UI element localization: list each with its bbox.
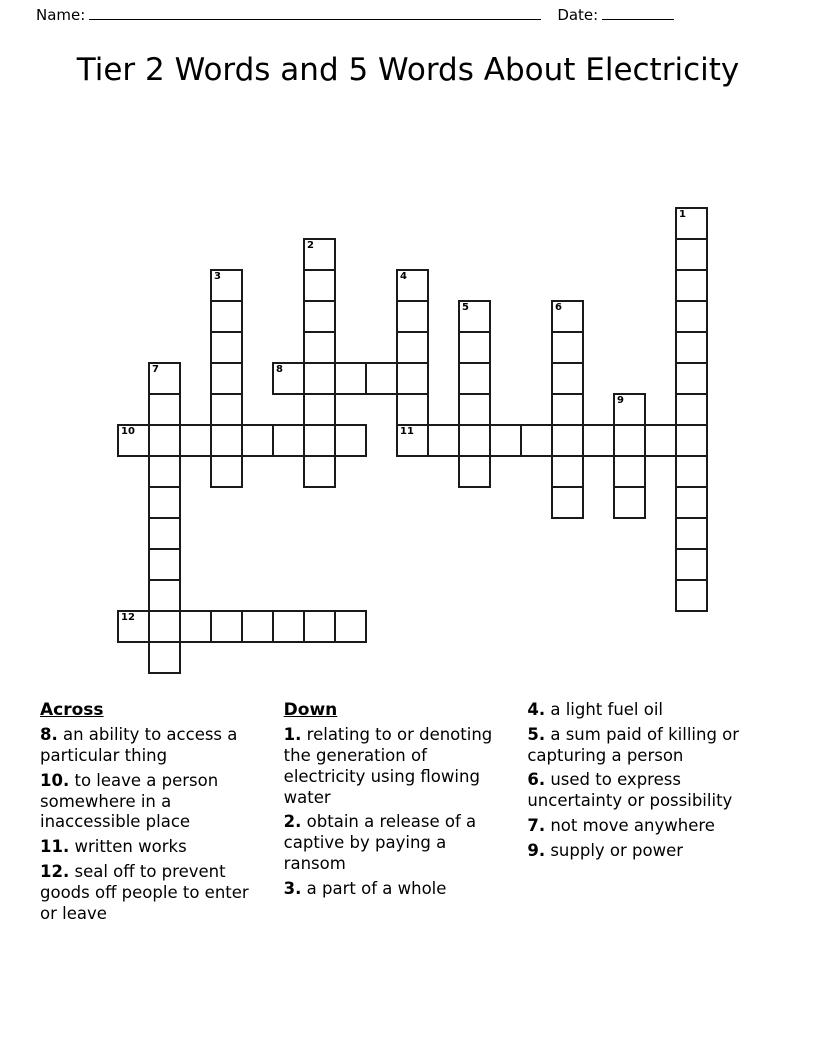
- crossword-cell[interactable]: [613, 455, 646, 488]
- crossword-cell[interactable]: [117, 610, 150, 643]
- crossword-cell[interactable]: [551, 455, 584, 488]
- clue-text: a light fuel oil: [545, 700, 664, 719]
- clue-text: obtain a release of a captive by paying a ransom: [283, 812, 477, 873]
- cell-number: 9: [617, 395, 624, 407]
- crossword-cell[interactable]: [551, 300, 584, 333]
- crossword-cell[interactable]: [303, 238, 336, 271]
- crossword-cell[interactable]: [303, 610, 336, 643]
- date-input-line[interactable]: [602, 6, 674, 20]
- crossword-cell[interactable]: [148, 486, 181, 519]
- crossword-cell[interactable]: [272, 362, 305, 395]
- crossword-cell[interactable]: [179, 424, 212, 457]
- crossword-cell[interactable]: [210, 610, 243, 643]
- across-clue-item: [40, 771, 270, 833]
- crossword-cell[interactable]: [551, 331, 584, 364]
- down-clue-item: [527, 841, 762, 862]
- crossword-cell[interactable]: [210, 455, 243, 488]
- across-clue-list: [40, 725, 270, 924]
- crossword-cell[interactable]: [551, 424, 584, 457]
- crossword-cell[interactable]: [675, 331, 708, 364]
- clue-number: 5.: [527, 724, 546, 744]
- crossword-cell[interactable]: [644, 424, 677, 457]
- crossword-cell[interactable]: [675, 455, 708, 488]
- crossword-cell[interactable]: [489, 424, 522, 457]
- crossword-cell[interactable]: [365, 362, 398, 395]
- clue-text: to leave a person somewhere in a inaccessible place: [40, 770, 219, 832]
- crossword-cell[interactable]: [613, 393, 646, 426]
- down-clue-list-a: [284, 725, 514, 899]
- name-input-line[interactable]: [89, 6, 541, 20]
- crossword-cell[interactable]: [148, 641, 181, 674]
- clue-text: a sum paid of killing or capturing a person: [527, 724, 740, 765]
- crossword-cell[interactable]: [148, 393, 181, 426]
- cell-number: 5: [462, 302, 469, 314]
- across-heading: Across: [40, 700, 104, 720]
- clue-text: used to express uncertainty or possibility: [527, 770, 733, 811]
- crossword-cell[interactable]: [303, 300, 336, 333]
- across-clue-item: [40, 837, 270, 858]
- crossword-cell[interactable]: [241, 610, 274, 643]
- crossword-cell[interactable]: [675, 486, 708, 519]
- cell-number: 12: [121, 612, 135, 624]
- crossword-cell[interactable]: [396, 300, 429, 333]
- crossword-cell[interactable]: [210, 300, 243, 333]
- crossword-cell[interactable]: [210, 331, 243, 364]
- crossword-cell[interactable]: [675, 517, 708, 550]
- clue-number: 10.: [40, 770, 70, 790]
- down-clue-list-b: [527, 700, 762, 861]
- clues-down-column-b: [527, 700, 776, 928]
- crossword-cell[interactable]: [396, 269, 429, 302]
- crossword-cell[interactable]: [675, 269, 708, 302]
- clue-number: 6.: [527, 770, 546, 790]
- crossword-cell[interactable]: [117, 424, 150, 457]
- crossword-cell[interactable]: [148, 517, 181, 550]
- crossword-cell[interactable]: [458, 331, 491, 364]
- crossword-cell[interactable]: [551, 486, 584, 519]
- down-heading: Down: [283, 700, 338, 720]
- date-label: Date:: [557, 6, 599, 24]
- crossword-cell[interactable]: [427, 424, 460, 457]
- down-clue-item: [284, 879, 514, 900]
- clue-text: supply or power: [545, 840, 684, 860]
- crossword-cell[interactable]: [458, 362, 491, 395]
- page-title: Tier 2 Words and 5 Words About Electricity: [76, 52, 740, 88]
- crossword-cell[interactable]: [613, 486, 646, 519]
- name-label: Name:: [36, 6, 86, 24]
- crossword-cell[interactable]: [148, 610, 181, 643]
- cell-number: 8: [276, 364, 283, 376]
- clue-number: 8.: [40, 725, 58, 745]
- crossword-cell[interactable]: [582, 424, 615, 457]
- crossword-cell[interactable]: [675, 424, 708, 457]
- crossword-cell[interactable]: [458, 455, 491, 488]
- crossword-cell[interactable]: [303, 455, 336, 488]
- cell-number: 4: [400, 271, 407, 283]
- clue-number: 2.: [283, 812, 302, 832]
- crossword-cell[interactable]: [334, 424, 367, 457]
- crossword-cell[interactable]: [613, 424, 646, 457]
- crossword-cell[interactable]: [148, 579, 181, 612]
- cell-number: 11: [400, 426, 414, 438]
- crossword-cell[interactable]: [675, 579, 708, 612]
- crossword-cell[interactable]: [272, 424, 305, 457]
- crossword-cell[interactable]: [148, 548, 181, 581]
- clue-number: 7.: [527, 815, 546, 835]
- down-clue-item: [284, 725, 514, 808]
- clues-section: [0, 700, 816, 928]
- crossword-cell[interactable]: [303, 393, 336, 426]
- crossword-cell[interactable]: [303, 424, 336, 457]
- crossword-cell[interactable]: [675, 300, 708, 333]
- clue-text: not move anywhere: [545, 815, 715, 835]
- down-clue-item: [527, 770, 762, 812]
- clue-text: a part of a whole: [301, 878, 447, 898]
- clues-down-column-a: [284, 700, 528, 928]
- clue-text: seal off to prevent goods off people to enter or leave: [40, 861, 249, 923]
- crossword-cell[interactable]: [458, 300, 491, 333]
- crossword-cell[interactable]: [210, 424, 243, 457]
- across-clue-item: [40, 725, 270, 767]
- crossword-cell[interactable]: [210, 269, 243, 302]
- clue-number: 4.: [527, 700, 546, 719]
- crossword-cell[interactable]: [148, 362, 181, 395]
- crossword-cell[interactable]: [303, 362, 336, 395]
- crossword-cell[interactable]: [179, 610, 212, 643]
- crossword-cell[interactable]: [520, 424, 553, 457]
- crossword-cell[interactable]: [334, 362, 367, 395]
- crossword-grid-wrapper: [0, 99, 816, 624]
- down-clue-item: [527, 725, 762, 767]
- crossword-cell[interactable]: [210, 393, 243, 426]
- crossword-cell[interactable]: [210, 362, 243, 395]
- crossword-cell[interactable]: [396, 424, 429, 457]
- cell-number: 7: [152, 364, 159, 376]
- cell-number: 2: [307, 240, 314, 252]
- clue-number: 11.: [40, 837, 70, 857]
- crossword-cell[interactable]: [675, 393, 708, 426]
- clue-number: 12.: [40, 861, 70, 881]
- crossword-cell[interactable]: [303, 269, 336, 302]
- cell-number: 3: [214, 271, 221, 283]
- clue-number: 1.: [283, 725, 302, 745]
- crossword-cell[interactable]: [675, 548, 708, 581]
- crossword-cell[interactable]: [334, 610, 367, 643]
- crossword-cell[interactable]: [241, 424, 274, 457]
- crossword-cell[interactable]: [675, 238, 708, 271]
- crossword-cell[interactable]: [303, 331, 336, 364]
- clue-number: 9.: [527, 840, 546, 860]
- crossword-cell[interactable]: [148, 424, 181, 457]
- down-clue-item: [284, 812, 514, 874]
- crossword-cell[interactable]: [396, 393, 429, 426]
- crossword-cell[interactable]: [272, 610, 305, 643]
- cell-number: 10: [121, 426, 135, 438]
- crossword-cell[interactable]: [551, 393, 584, 426]
- crossword-cell[interactable]: [396, 362, 429, 395]
- cell-number: 1: [679, 209, 686, 221]
- down-clue-item: [527, 816, 762, 837]
- clue-number: 3.: [283, 878, 302, 898]
- clue-text: relating to or denoting the generation of electricity using flowing water: [283, 725, 493, 807]
- down-clue-item: [527, 700, 762, 721]
- crossword-cell[interactable]: [551, 362, 584, 395]
- crossword-cell[interactable]: [458, 424, 491, 457]
- clues-across-column: [40, 700, 284, 928]
- crossword-cell[interactable]: [148, 455, 181, 488]
- clue-text: an ability to access a particular thing: [40, 725, 238, 766]
- crossword-grid[interactable]: [0, 99, 816, 624]
- crossword-cell[interactable]: [675, 362, 708, 395]
- crossword-cell[interactable]: [396, 331, 429, 364]
- name-date-row: [0, 0, 816, 24]
- clue-text: written works: [69, 837, 187, 857]
- across-clue-item: [40, 862, 270, 924]
- cell-number: 6: [555, 302, 562, 314]
- crossword-cell[interactable]: [675, 207, 708, 240]
- crossword-cell[interactable]: [458, 393, 491, 426]
